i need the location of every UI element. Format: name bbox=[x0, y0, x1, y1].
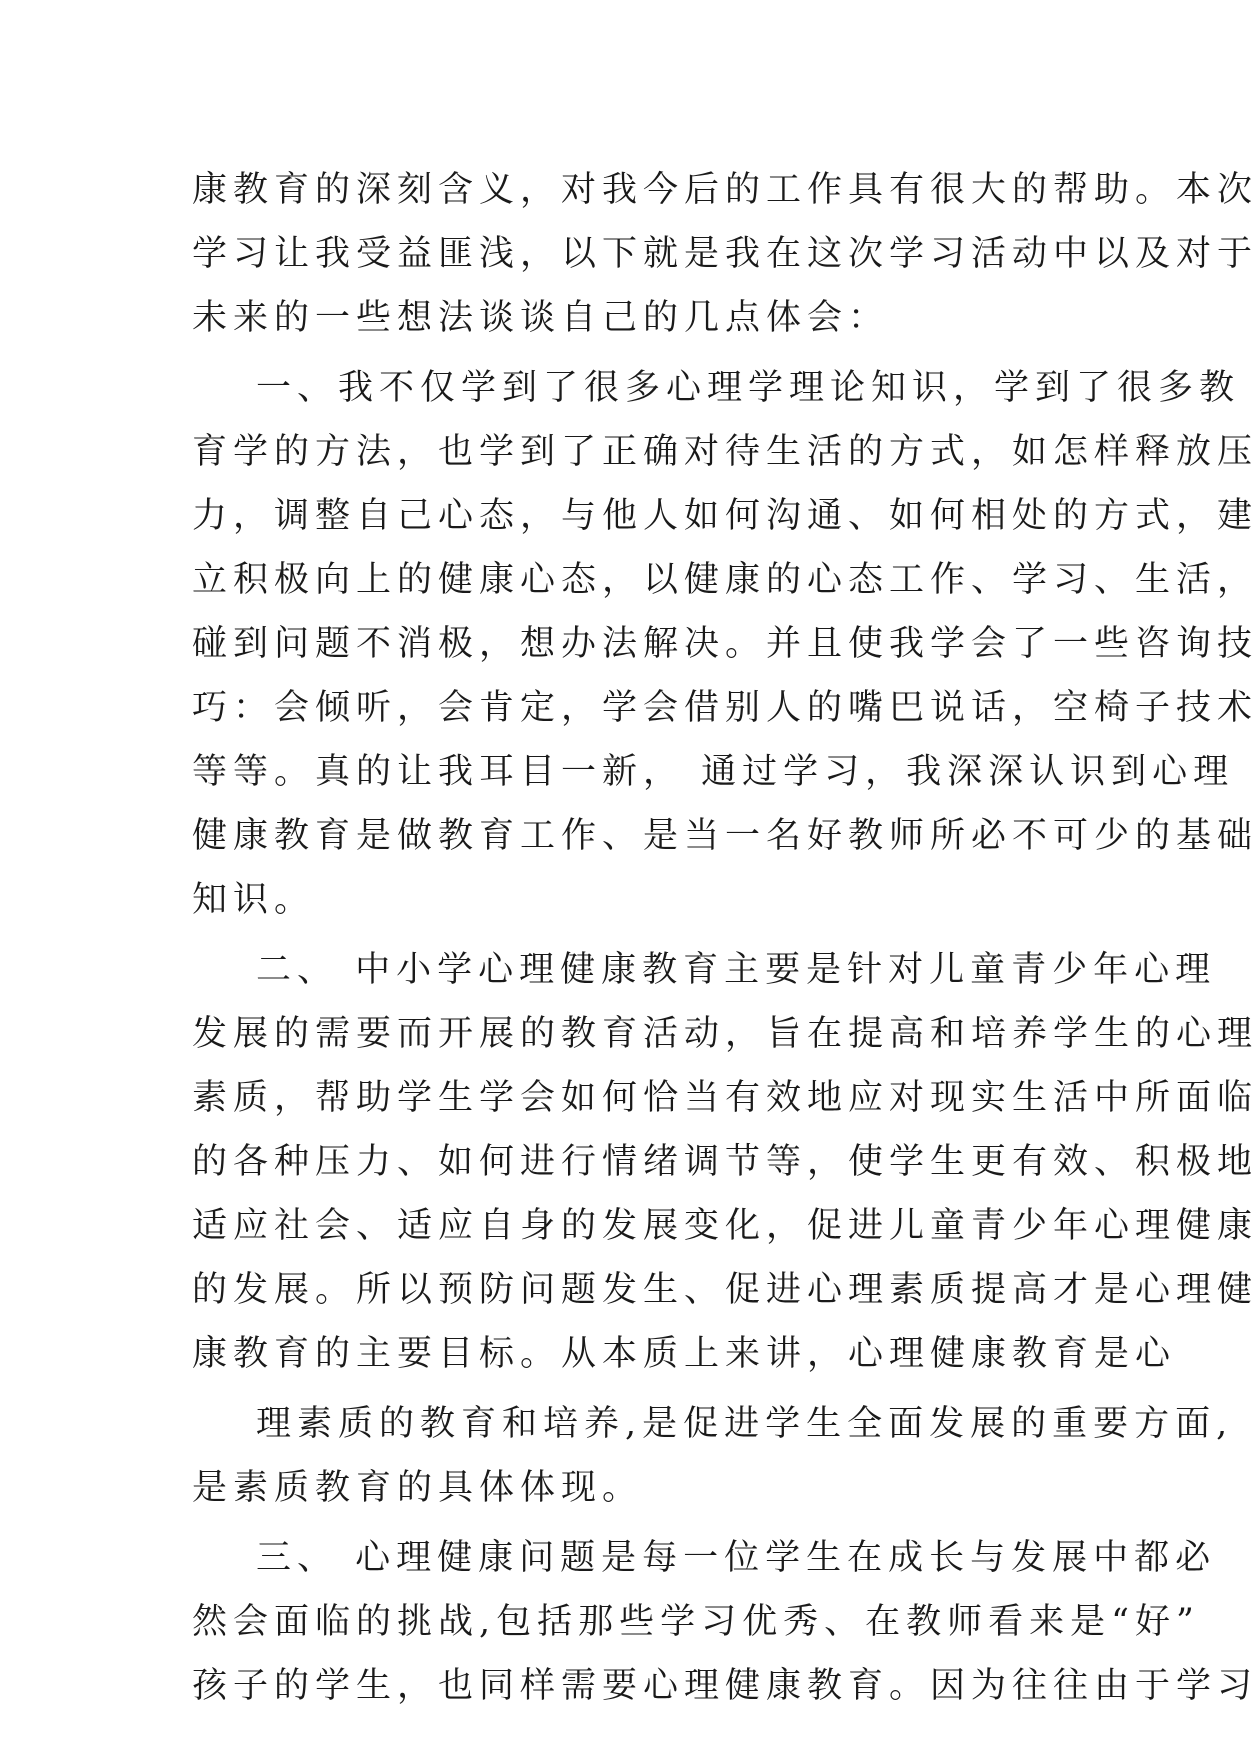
paragraph-two-continuation: 理素质的教育和培养,是促进学生全面发展的重要方面, bbox=[256, 1404, 1234, 1444]
text-line: 健康教育是做教育工作、是当一名好教师所必不可少的基础 bbox=[192, 816, 1258, 856]
text-line: 学习让我受益匪浅，以下就是我在这次学习活动中以及对于 bbox=[192, 234, 1258, 274]
text-line: 力，调整自己心态，与他人如何沟通、如何相处的方式，建 bbox=[192, 496, 1258, 536]
text-line: 的发展。所以预防问题发生、促进心理素质提高才是心理健 bbox=[192, 1270, 1258, 1310]
text-line: 未来的一些想法谈谈自己的几点体会： bbox=[192, 298, 890, 338]
text-line: 然会面临的挑战,包括那些学习优秀、在教师看来是“好” bbox=[192, 1602, 1200, 1642]
text-line: 知识。 bbox=[192, 880, 316, 920]
text-line: 素质，帮助学生学会如何恰当有效地应对现实生活中所面临 bbox=[192, 1078, 1258, 1118]
text-line: 碰到问题不消极，想办法解决。并且使我学会了一些咨询技 bbox=[192, 624, 1258, 664]
text-line: 康教育的主要目标。从本质上来讲，心理健康教育是心 bbox=[192, 1334, 1177, 1374]
text-line: 康教育的深刻含义，对我今后的工作具有很大的帮助。本次 bbox=[192, 170, 1258, 210]
paragraph-one-start: 一、我不仅学到了很多心理学理论知识，学到了很多教 bbox=[256, 368, 1241, 408]
text-line: 立积极向上的健康心态，以健康的心态工作、学习、生活， bbox=[192, 560, 1258, 600]
text-line: 孩子的学生，也同样需要心理健康教育。因为往往由于学习 bbox=[192, 1666, 1258, 1706]
text-line: 是素质教育的具体体现。 bbox=[192, 1468, 644, 1508]
text-line: 巧：会倾听，会肯定，学会借别人的嘴巴说话，空椅子技术 bbox=[192, 688, 1258, 728]
paragraph-two-start: 二、 中小学心理健康教育主要是针对儿童青少年心理 bbox=[256, 950, 1217, 990]
text-line: 适应社会、适应自身的发展变化，促进儿童青少年心理健康 bbox=[192, 1206, 1258, 1246]
paragraph-three-start: 三、 心理健康问题是每一位学生在成长与发展中都必 bbox=[256, 1538, 1217, 1578]
text-line: 育学的方法，也学到了正确对待生活的方式，如怎样释放压 bbox=[192, 432, 1258, 472]
text-line: 发展的需要而开展的教育活动，旨在提高和培养学生的心理 bbox=[192, 1014, 1258, 1054]
document-body bbox=[192, 158, 1258, 1718]
text-line: 的各种压力、如何进行情绪调节等，使学生更有效、积极地 bbox=[192, 1142, 1258, 1182]
text-line: 等等。真的让我耳目一新， 通过学习，我深深认识到心理 bbox=[192, 752, 1235, 792]
